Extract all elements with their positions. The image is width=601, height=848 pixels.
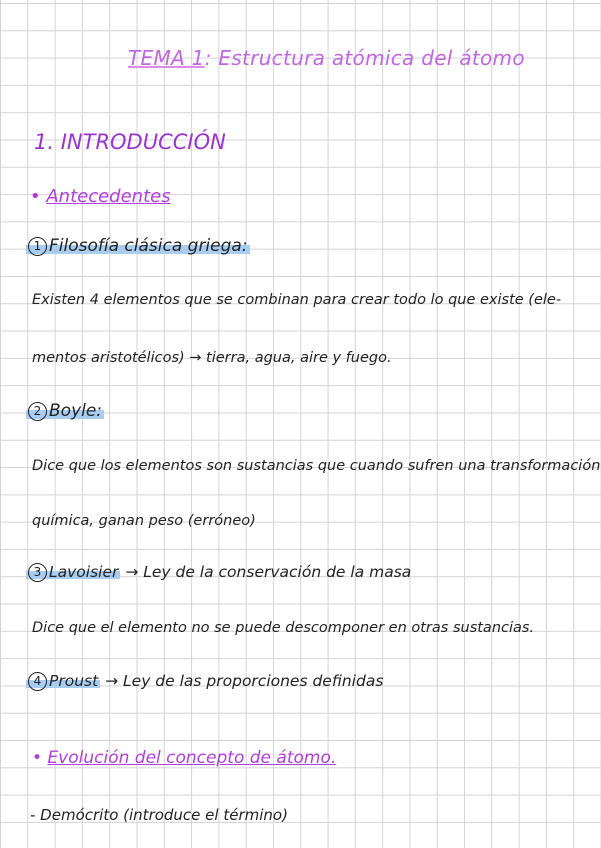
title-prefix: TEMA 1 (128, 46, 205, 70)
page-title (128, 46, 525, 70)
item-heading-3 (26, 563, 411, 582)
item-heading-1-text: Filosofía clásica griega: (49, 236, 248, 256)
bullet: • (30, 186, 41, 207)
bullet: • (32, 748, 43, 768)
title-rest: : Estructura atómica del átomo (204, 46, 525, 70)
item-3-line-1: Dice que el elemento no se puede descomponer en otras sustancias. (32, 620, 535, 636)
item-number-2: 2 (28, 402, 47, 421)
item-heading-1 (26, 236, 250, 256)
item-2-line-1: Dice que los elementos son sustancias que cuando sufren una transformación (32, 458, 601, 474)
item-heading-3-text: Lavoisier (49, 563, 119, 581)
item-3-rest: → Ley de la conservación de la masa (120, 563, 412, 581)
subsection-antecedentes (30, 186, 171, 207)
item-heading-2-text: Boyle: (49, 401, 103, 421)
last-line: - Demócrito (introduce el término) (30, 806, 288, 824)
item-4-rest: → Ley de las proporciones definidas (100, 672, 384, 690)
subsection-evolucion (32, 748, 336, 768)
item-1-line-1: Existen 4 elementos que se combinan para crear todo lo que existe (ele- (32, 292, 562, 308)
item-number-4: 4 (28, 672, 47, 691)
subsection-2-label: Evolución del concepto de átomo. (47, 748, 337, 768)
item-heading-4 (26, 672, 383, 691)
item-heading-4-text: Proust (49, 672, 99, 690)
item-heading-2 (26, 401, 104, 421)
item-2-line-2: química, ganan peso (erróneo) (32, 513, 256, 529)
item-number-3: 3 (28, 563, 47, 582)
section-heading: 1. INTRODUCCIÓN (34, 130, 226, 154)
subsection-label: Antecedentes (46, 186, 171, 207)
item-1-line-2: mentos aristotélicos) → tierra, agua, aire y fuego. (32, 350, 392, 366)
item-number-1: 1 (28, 237, 47, 256)
